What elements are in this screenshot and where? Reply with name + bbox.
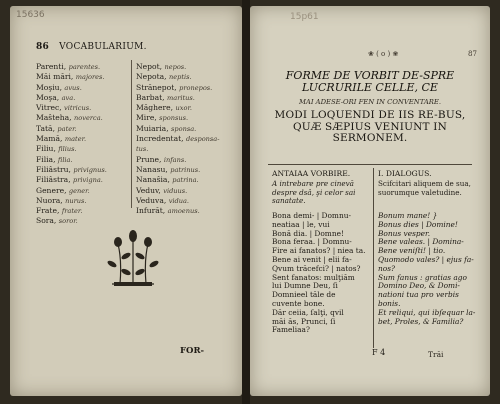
vocab-word: Prune, — [136, 154, 164, 164]
vocab-word: Veduva, — [136, 195, 169, 205]
vocab-word: Barbat, — [136, 92, 168, 102]
vocab-entry — [36, 103, 128, 113]
vocab-entry — [36, 83, 128, 93]
dialogue-line: Sent fanatos: mulţiăm — [272, 272, 355, 282]
dialogue-line: Quomodo vales? | ejus fa- — [378, 254, 474, 264]
right-page-number: 87 — [468, 50, 477, 58]
vocab-word: Nepot, — [136, 62, 165, 71]
vocab-word: Incredentat, — [136, 134, 186, 144]
vocab-entry — [36, 144, 128, 154]
vocab-entry — [136, 103, 230, 113]
dialogue-head-la: I. DIALOGUS. — [378, 169, 432, 178]
vocab-entry — [136, 72, 230, 82]
vocab-translation: patrinus. — [170, 165, 201, 174]
signature-mark: F 4 — [372, 348, 386, 357]
vocab-translation: filia. — [57, 155, 73, 164]
vocab-word: Tată, — [36, 123, 58, 133]
vocab-translation: nepos. — [164, 63, 187, 71]
dialogue-lines-la — [378, 212, 478, 326]
vocab-translation: vidua. — [168, 196, 190, 205]
vocab-translation: pronepos. — [179, 83, 213, 92]
vocab-word: Sora, — [36, 216, 59, 226]
vocab-translation: tus. — [136, 145, 149, 154]
vocab-word: Parenti, — [36, 62, 69, 71]
dialogue-line: Fameliaa? — [272, 325, 310, 335]
title-rule — [268, 164, 472, 165]
vocab-translation: vitricus. — [64, 104, 92, 113]
vocab-word: Genere, — [36, 185, 69, 195]
vocab-translation: neptis. — [168, 73, 192, 82]
vocab-word: Filiu, — [36, 144, 59, 154]
dialogue-line: Bonă dia. | Domne! — [272, 228, 344, 238]
romanian-title: FORME DE VORBIT DE-SPRE LUCRURILE CELLE, CE — [285, 69, 455, 94]
dialogue-line: Domino Deo, & Domi- — [378, 281, 460, 291]
vocab-word: Nanaŝia, — [136, 175, 173, 185]
dialogue-line: lui Dumne Deu, ſi — [272, 281, 338, 291]
vocab-translation: amoenus. — [167, 207, 200, 216]
dialogue-line: Bonum mane! } — [378, 211, 438, 220]
vocab-entry — [36, 155, 128, 165]
vocab-entry — [136, 124, 230, 134]
vocab-word: Mire, — [136, 113, 160, 123]
vocab-translation: sponsus. — [159, 114, 189, 123]
dialogue-intro-la: Scifcitari aliquem de sua, suorumque valetudine. — [378, 179, 471, 197]
vocab-translation: filius. — [58, 145, 77, 154]
vocab-translation: mater. — [64, 135, 87, 144]
vocab-word: Nuora, — [36, 195, 66, 205]
vocab-entry — [136, 62, 230, 72]
dialogue-line: Bene veniſti! | tio. — [378, 246, 446, 256]
vocab-word: Vitrec, — [36, 103, 65, 113]
vocab-entry — [136, 196, 230, 206]
dialogue-line: Et reliqui, qui ibſequar la- — [378, 307, 476, 317]
romanian-title-sub: MAI ADESE-ORI FEN IN CONVENTARE. — [298, 98, 442, 106]
vocab-word: Frate, — [36, 206, 62, 216]
vocab-word: Mamă, — [36, 134, 65, 144]
dialogue-head-ro: ANTAIAA VORBIRE. — [272, 169, 351, 178]
vocab-translation: soror. — [58, 217, 78, 226]
vocab-translation: majores. — [75, 73, 105, 82]
column-divider — [131, 60, 132, 208]
vocab-word: Nepota, — [136, 72, 169, 82]
vocab-word: Filia, — [36, 154, 58, 164]
vocab-entry — [36, 186, 128, 196]
vocab-translation: ava. — [61, 93, 76, 102]
dialogue-line: cuvente bone. — [272, 298, 325, 308]
vocab-word: Filiâstru, — [36, 164, 74, 174]
dialogue-line: nationi tua pro verbis — [378, 290, 459, 300]
vocab-entry — [136, 113, 230, 123]
vocab-entry — [36, 124, 128, 134]
dialogue-divider — [373, 168, 374, 348]
vocab-entry — [136, 175, 230, 185]
vocab-word: Filiâstra, — [36, 175, 74, 185]
dialogue-line: bonis. — [378, 298, 401, 308]
left-page — [10, 6, 242, 396]
vocab-entry — [36, 62, 128, 72]
book-gutter — [242, 0, 250, 404]
vocab-word: Infurăt, — [136, 206, 168, 216]
vocab-entry — [136, 206, 230, 216]
vocab-entry — [136, 155, 230, 165]
vocab-entry — [36, 93, 128, 103]
dialogue-line: nos? — [378, 263, 395, 273]
vocab-translation: infans. — [163, 155, 187, 164]
vocab-translation: privignus. — [73, 165, 107, 174]
vocab-translation: privigna. — [73, 176, 103, 185]
vocab-translation: patrina. — [172, 176, 199, 185]
dialogue-line: Bona feraa. | Domnu- — [272, 237, 352, 247]
dialogue-line: Qvum trăcefci? | natos? — [272, 263, 361, 273]
vocab-translation: uxor. — [175, 104, 192, 113]
dialogue-line: Bene ai venit | elii fa- — [272, 254, 352, 264]
vocab-word: Muiaria, — [136, 123, 172, 133]
latin-title: MODI LOQUENDI DE IIS RE-BUS, QUÆ SÆPIUS VENIUNT IN SERMONEM. — [274, 109, 466, 144]
vocab-translation: viduus. — [163, 186, 188, 195]
vocab-translation: gener. — [68, 186, 90, 195]
vocab-entry — [136, 186, 230, 196]
vocab-entry — [36, 196, 128, 206]
vocab-word: Măi mări, — [36, 72, 76, 82]
vocab-entry — [36, 175, 128, 185]
vocab-column-b — [136, 62, 230, 216]
dialogue-line: Bona demi- | Domnu- — [272, 211, 351, 220]
right-catchword: Trăi — [428, 350, 444, 359]
left-running-head — [36, 42, 147, 52]
left-head-title: VOCABULARIUM. — [59, 42, 147, 52]
right-running-head: ❀ ( o ) ❀ — [368, 50, 399, 58]
dialogue-lines-ro — [272, 212, 370, 335]
vocab-entry — [136, 93, 230, 103]
dialogue-line: Sum fanus : gratias ago — [378, 272, 467, 282]
vocab-word: Maŝteha, — [36, 113, 74, 123]
vocab-word: Măghere, — [136, 103, 176, 113]
vocab-translation: maritus. — [167, 93, 195, 102]
vocab-translation: parentes. — [68, 63, 101, 71]
vocab-word: Moşa, — [36, 92, 62, 102]
dialogue-line: Bonus vesper. — [378, 228, 431, 238]
vocab-entry — [136, 165, 230, 175]
vocab-entry — [36, 134, 128, 144]
vocab-entry — [36, 206, 128, 216]
vocab-translation: avus. — [64, 83, 82, 92]
right-page — [250, 6, 490, 396]
dialogue-line: Domnieel tăle de — [272, 290, 336, 300]
dialogue-intro-ro: A intrebare pre cinevă despre dsâ, şi celor sai sanatate. — [272, 179, 356, 206]
vocab-column-a — [36, 62, 128, 227]
dialogue-line: Bonus dies | Domine! — [378, 219, 458, 229]
vocab-entry — [36, 113, 128, 123]
vocab-translation: sponsa. — [171, 124, 197, 133]
dialogue-line: Fire ai fanatos? | niea ta. — [272, 246, 366, 256]
vocab-word: Strănepot, — [136, 82, 180, 92]
dialogue-line: Dăr ceiia, ſalţi, qvil — [272, 307, 344, 317]
dialogue-line: măi ăs, Prunci, ſi — [272, 316, 336, 326]
floral-ornament-icon — [100, 224, 166, 290]
vocab-word: Nanasu, — [136, 164, 171, 174]
dialogue-line: Bene valeas. | Domina- — [378, 237, 464, 247]
pencil-note-left: 15636 — [16, 10, 45, 20]
vocab-entry — [36, 165, 128, 175]
dialogue-line: bet, Proles, & Familia? — [378, 316, 464, 326]
vocab-translation: noverca. — [74, 114, 103, 123]
vocab-entry — [136, 134, 230, 144]
left-catchword: FOR- — [180, 346, 205, 356]
vocab-translation: pater. — [57, 124, 77, 133]
left-page-number: 86 — [36, 42, 50, 52]
vocab-translation: nurus. — [65, 196, 87, 205]
vocab-entry — [36, 72, 128, 82]
vocab-entry — [136, 144, 230, 154]
dialogue-line: neatiaa | le, vui — [272, 219, 330, 229]
vocab-word: Veduv, — [136, 185, 164, 195]
pencil-note-right: 15p61 — [290, 12, 319, 22]
vocab-word: Moşiu, — [36, 82, 65, 92]
vocab-entry — [136, 83, 230, 93]
vocab-translation: desponsa- — [185, 135, 220, 144]
vocab-translation: frater. — [61, 207, 83, 216]
